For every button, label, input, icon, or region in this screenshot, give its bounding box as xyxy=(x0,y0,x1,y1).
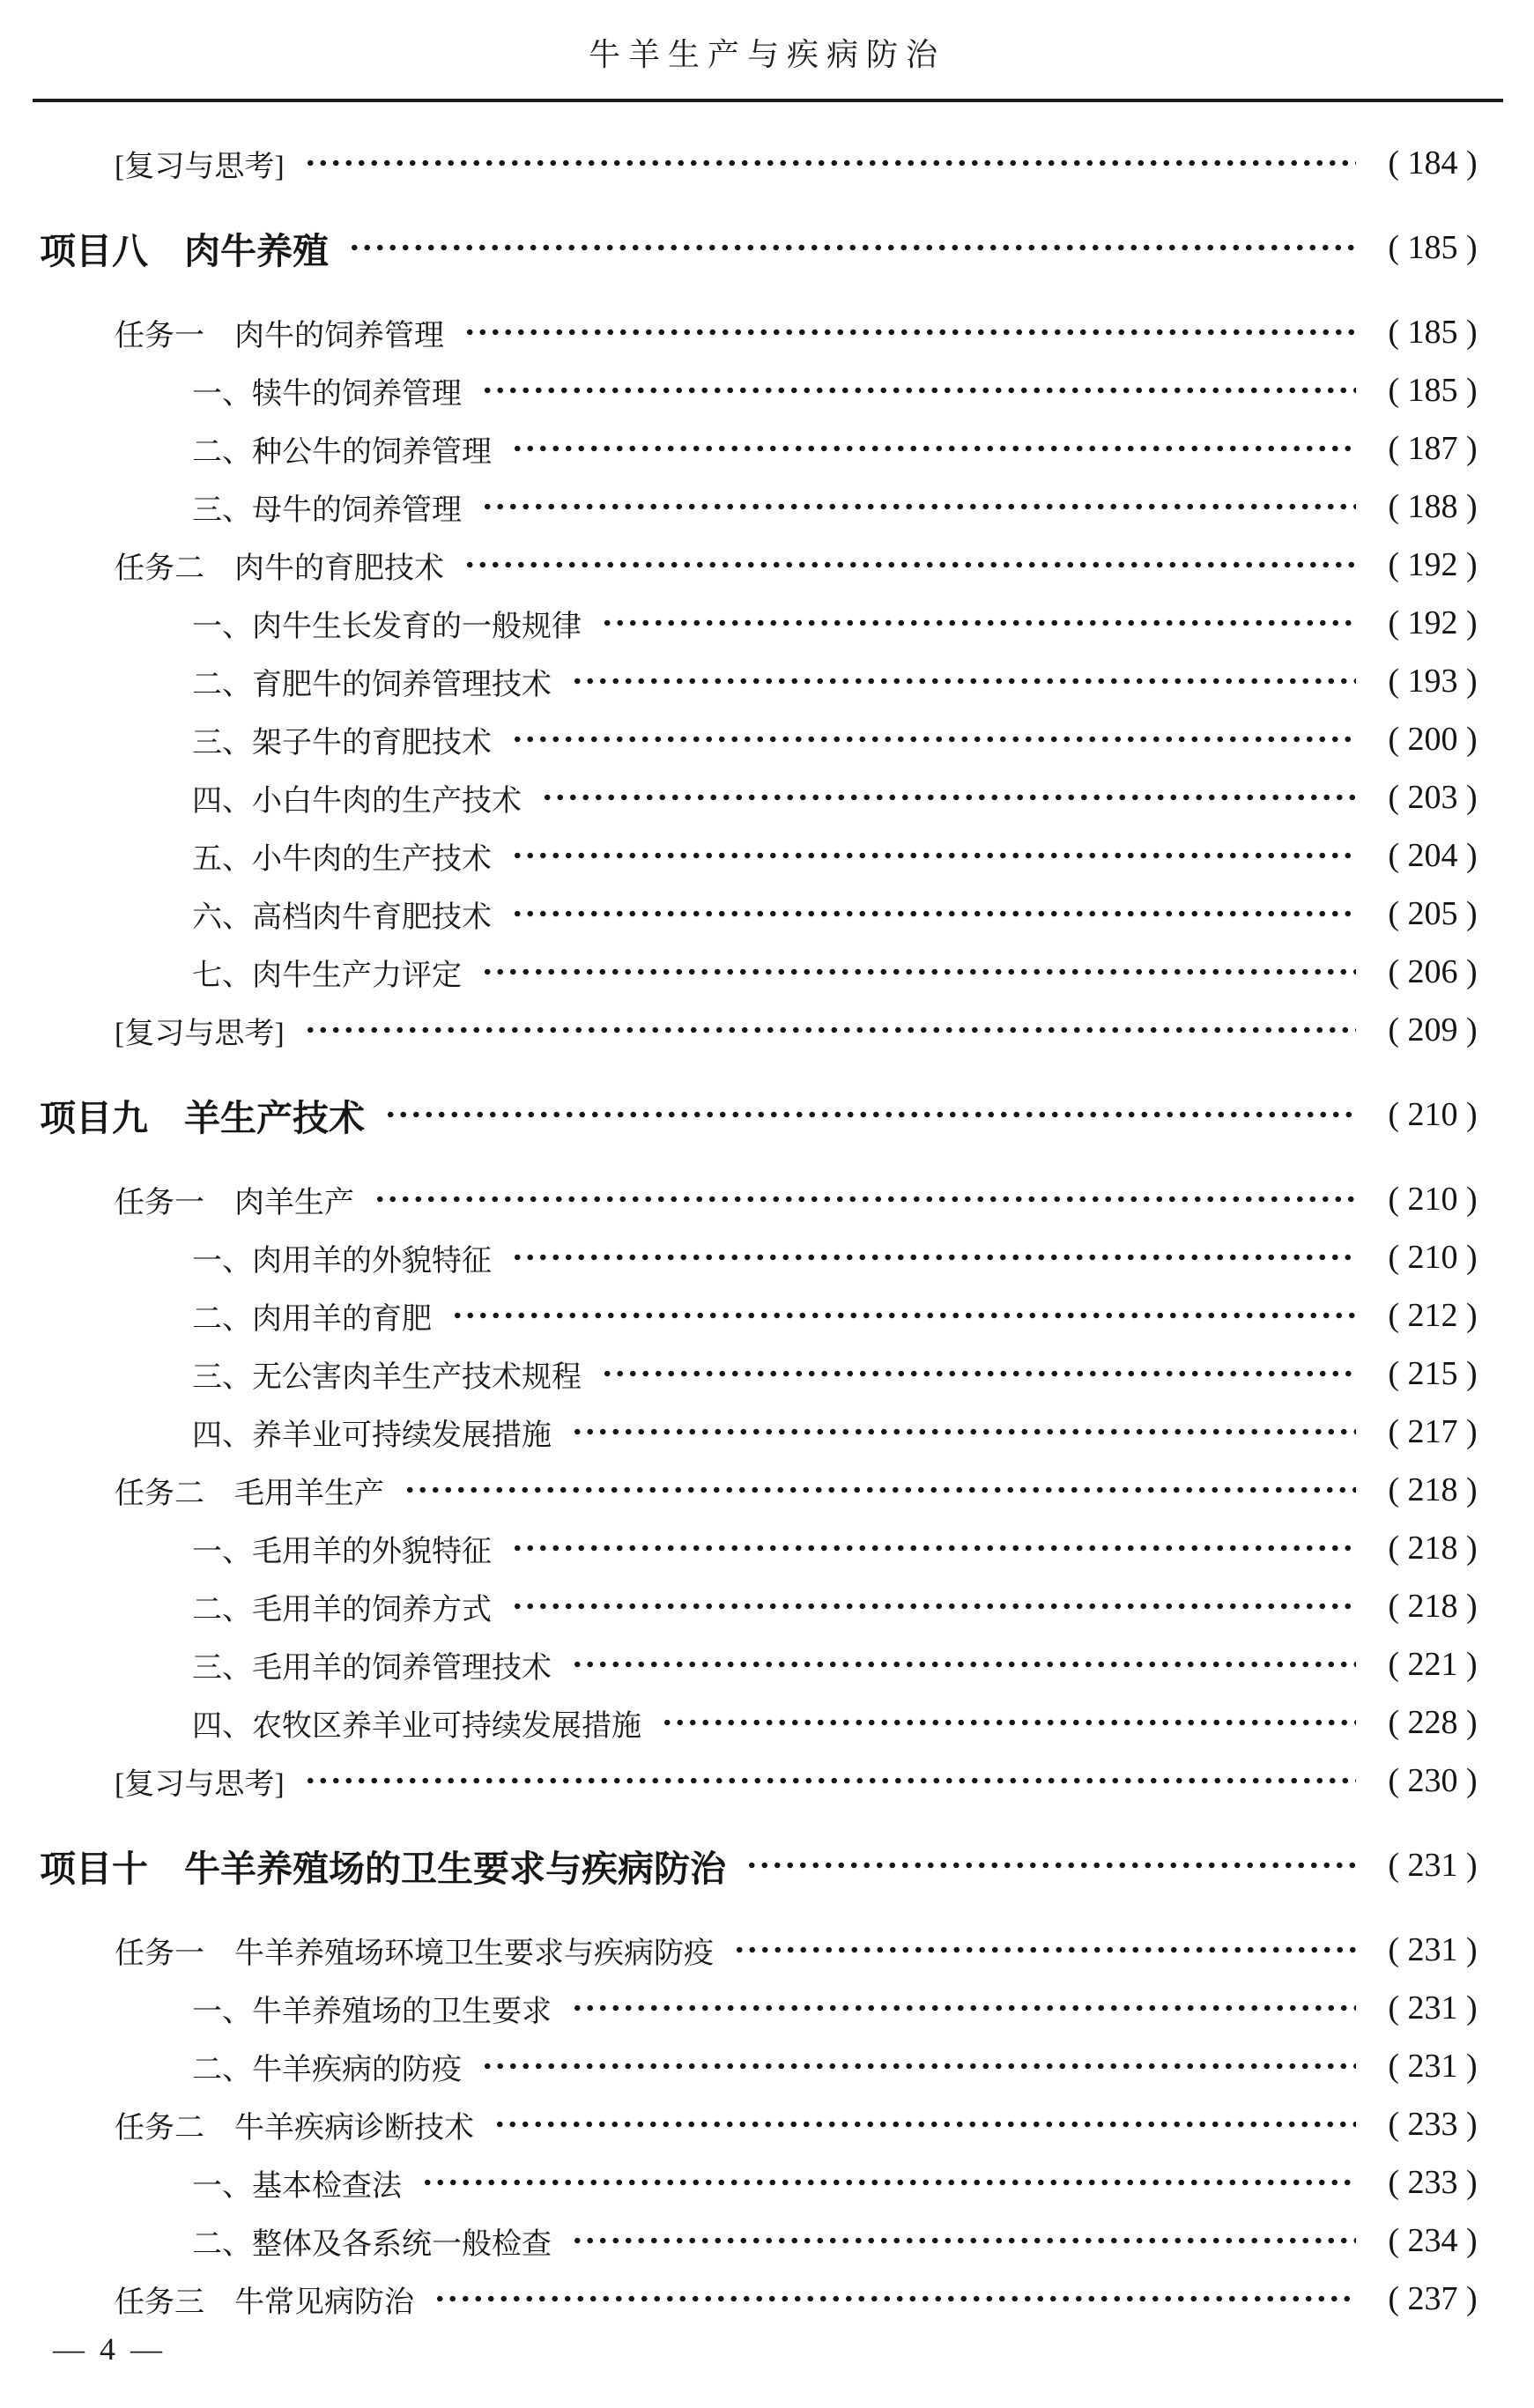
toc-entry-task xyxy=(40,1921,1499,1979)
toc-list xyxy=(40,134,1499,2328)
toc-entry-page: ( 218 ) xyxy=(1367,1471,1499,1509)
toc-entry-review xyxy=(40,1752,1499,1810)
toc-entry-page: ( 231 ) xyxy=(1367,1930,1499,1969)
toc-entry-page: ( 233 ) xyxy=(1367,2105,1499,2144)
toc-entry-page: ( 188 ) xyxy=(1367,487,1499,526)
dot-leader xyxy=(421,2153,1356,2212)
dot-leader xyxy=(493,2095,1356,2153)
toc-entry-label: 一、犊牛的饲养管理 xyxy=(192,377,462,411)
toc-entry-label: 二、种公牛的饲养管理 xyxy=(192,435,492,469)
dot-leader xyxy=(571,1979,1356,2037)
toc-entry-label: 二、育肥牛的饲养管理技术 xyxy=(192,668,552,701)
dot-leader xyxy=(374,1170,1356,1228)
toc-entry-label: [复习与思考] xyxy=(115,150,285,183)
toc-entry-page: ( 221 ) xyxy=(1367,1645,1499,1684)
dot-leader xyxy=(481,943,1356,1001)
dot-leader xyxy=(511,710,1356,768)
toc-entry-page: ( 206 ) xyxy=(1367,952,1499,991)
toc-entry-task xyxy=(40,2095,1499,2153)
dot-leader xyxy=(571,1403,1356,1461)
toc-entry-page: ( 237 ) xyxy=(1367,2279,1499,2318)
toc-entry-page: ( 205 ) xyxy=(1367,894,1499,933)
toc-entry-task xyxy=(40,536,1499,594)
toc-entry-sub xyxy=(40,594,1499,652)
toc-entry-page: ( 210 ) xyxy=(1367,1095,1499,1134)
toc-entry-label: 项目九 羊生产技术 xyxy=(40,1097,365,1138)
dot-leader xyxy=(571,2212,1356,2270)
toc-entry-label: 项目十 牛羊养殖场的卫生要求与疾病防治 xyxy=(40,1848,726,1889)
toc-entry-label: 二、整体及各系统一般检查 xyxy=(192,2227,552,2261)
toc-entry-page: ( 230 ) xyxy=(1367,1761,1499,1800)
toc-entry-sub xyxy=(40,1979,1499,2037)
toc-entry-review xyxy=(40,134,1499,192)
toc-entry-page: ( 231 ) xyxy=(1367,1989,1499,2027)
toc-entry-sub xyxy=(40,652,1499,710)
toc-entry-label: 三、母牛的饲养管理 xyxy=(192,493,462,527)
toc-entry-page: ( 185 ) xyxy=(1367,228,1499,267)
dot-leader xyxy=(511,1228,1356,1286)
toc-entry-label: 任务二 牛羊疾病诊断技术 xyxy=(115,2111,474,2145)
dot-leader xyxy=(434,2270,1356,2328)
toc-entry-task xyxy=(40,2270,1499,2328)
dot-leader xyxy=(601,1345,1356,1403)
toc-entry-label: 一、肉牛生长发育的一般规律 xyxy=(192,610,582,643)
toc-entry-label: 任务一 肉牛的饲养管理 xyxy=(115,319,444,352)
toc-entry-label: 六、高档肉牛育肥技术 xyxy=(192,900,492,934)
toc-entry-label: 二、毛用羊的饲养方式 xyxy=(192,1593,492,1626)
toc-entry-page: ( 217 ) xyxy=(1367,1412,1499,1451)
toc-entry-page: ( 233 ) xyxy=(1367,2163,1499,2202)
footer-page-number: — 4 — xyxy=(53,2331,166,2367)
dot-leader xyxy=(511,885,1356,943)
toc-entry-sub xyxy=(40,1519,1499,1577)
dot-leader xyxy=(601,594,1356,652)
header-rule xyxy=(33,99,1503,102)
toc-entry-project xyxy=(40,1085,1499,1144)
toc-entry-sub xyxy=(40,1577,1499,1635)
toc-entry-sub xyxy=(40,1635,1499,1693)
toc-entry-sub xyxy=(40,2037,1499,2095)
toc-entry-page: ( 218 ) xyxy=(1367,1529,1499,1567)
dot-leader xyxy=(348,219,1356,277)
dot-leader xyxy=(481,2037,1356,2095)
toc-entry-sub xyxy=(40,361,1499,419)
dot-leader xyxy=(571,1635,1356,1693)
book-title: 牛羊生产与疾病防治 xyxy=(588,37,945,72)
toc-entry-page: ( 185 ) xyxy=(1367,313,1499,352)
toc-entry-page: ( 203 ) xyxy=(1367,778,1499,817)
toc-entry-label: 四、养羊业可持续发展措施 xyxy=(192,1419,552,1452)
toc-entry-label: 四、小白牛肉的生产技术 xyxy=(192,784,522,818)
dot-leader xyxy=(745,1836,1356,1894)
toc-entry-label: 任务一 牛羊养殖场环境卫生要求与疾病防疫 xyxy=(115,1937,714,1970)
dot-leader xyxy=(511,419,1356,478)
toc-entry-label: [复习与思考] xyxy=(115,1017,285,1050)
toc-entry-label: 任务一 肉羊生产 xyxy=(115,1186,354,1219)
toc-entry-label: 二、肉用羊的育肥 xyxy=(192,1302,432,1336)
toc-entry-task xyxy=(40,1461,1499,1519)
dot-leader xyxy=(541,768,1356,826)
toc-entry-sub xyxy=(40,768,1499,826)
dot-leader xyxy=(511,1577,1356,1635)
toc-entry-sub xyxy=(40,2212,1499,2270)
toc-entry-sub xyxy=(40,1403,1499,1461)
dot-leader xyxy=(511,1519,1356,1577)
toc-entry-label: 一、肉用羊的外貌特征 xyxy=(192,1244,492,1278)
dot-leader xyxy=(511,826,1356,885)
toc-entry-sub xyxy=(40,478,1499,536)
toc-entry-label: 三、架子牛的育肥技术 xyxy=(192,726,492,759)
toc-entry-label: 项目八 肉牛养殖 xyxy=(40,230,329,271)
toc-entry-sub xyxy=(40,1228,1499,1286)
toc-entry-sub xyxy=(40,1345,1499,1403)
toc-entry-sub xyxy=(40,1286,1499,1345)
toc-entry-sub xyxy=(40,826,1499,885)
toc-entry-label: 七、肉牛生产力评定 xyxy=(192,959,462,992)
toc-entry-sub xyxy=(40,1693,1499,1752)
toc-entry-label: 五、小牛肉的生产技术 xyxy=(192,842,492,876)
dot-leader xyxy=(481,361,1356,419)
toc-entry-label: 一、毛用羊的外貌特征 xyxy=(192,1535,492,1568)
dot-leader xyxy=(571,652,1356,710)
toc-entry-task xyxy=(40,1170,1499,1228)
toc-entry-page: ( 184 ) xyxy=(1367,144,1499,182)
toc-entry-page: ( 234 ) xyxy=(1367,2221,1499,2260)
toc-entry-page: ( 193 ) xyxy=(1367,662,1499,700)
toc-entry-page: ( 209 ) xyxy=(1367,1011,1499,1049)
toc-entry-label: 二、牛羊疾病的防疫 xyxy=(192,2053,462,2086)
dot-leader xyxy=(661,1693,1356,1752)
toc-entry-page: ( 187 ) xyxy=(1367,429,1499,468)
dot-leader xyxy=(304,134,1356,192)
toc-entry-page: ( 231 ) xyxy=(1367,1846,1499,1885)
toc-entry-page: ( 204 ) xyxy=(1367,836,1499,875)
toc-entry-sub xyxy=(40,419,1499,478)
toc-entry-task xyxy=(40,303,1499,361)
toc-entry-page: ( 228 ) xyxy=(1367,1703,1499,1742)
dot-leader xyxy=(304,1001,1356,1059)
toc-entry-label: 一、牛羊养殖场的卫生要求 xyxy=(192,1995,552,2028)
toc-entry-sub xyxy=(40,943,1499,1001)
toc-entry-label: 三、无公害肉羊生产技术规程 xyxy=(192,1360,582,1394)
toc-entry-review xyxy=(40,1001,1499,1059)
toc-entry-page: ( 231 ) xyxy=(1367,2047,1499,2086)
toc-entry-label: [复习与思考] xyxy=(115,1767,285,1801)
toc-entry-page: ( 212 ) xyxy=(1367,1296,1499,1335)
dot-leader xyxy=(451,1286,1356,1345)
toc-entry-page: ( 200 ) xyxy=(1367,720,1499,759)
toc-entry-page: ( 192 ) xyxy=(1367,604,1499,642)
toc-entry-label: 四、农牧区养羊业可持续发展措施 xyxy=(192,1709,641,1743)
toc-entry-label: 任务二 毛用羊生产 xyxy=(115,1477,384,1510)
toc-entry-page: ( 215 ) xyxy=(1367,1354,1499,1393)
toc-entry-label: 三、毛用羊的饲养管理技术 xyxy=(192,1651,552,1685)
toc-entry-page: ( 185 ) xyxy=(1367,371,1499,410)
toc-entry-sub xyxy=(40,710,1499,768)
toc-entry-label: 任务三 牛常见病防治 xyxy=(115,2286,414,2319)
toc-entry-page: ( 210 ) xyxy=(1367,1238,1499,1277)
toc-entry-project xyxy=(40,219,1499,277)
toc-entry-project xyxy=(40,1836,1499,1894)
dot-leader xyxy=(404,1461,1356,1519)
toc-entry-sub xyxy=(40,885,1499,943)
dot-leader xyxy=(463,536,1356,594)
toc-entry-label: 一、基本检查法 xyxy=(192,2169,402,2203)
toc-entry-sub xyxy=(40,2153,1499,2212)
toc-entry-page: ( 218 ) xyxy=(1367,1587,1499,1626)
toc-entry-page: ( 192 ) xyxy=(1367,545,1499,584)
toc-entry-label: 任务二 肉牛的育肥技术 xyxy=(115,552,444,585)
dot-leader xyxy=(463,303,1356,361)
dot-leader xyxy=(384,1085,1356,1144)
dot-leader xyxy=(304,1752,1356,1810)
dot-leader xyxy=(733,1921,1356,1979)
toc-entry-page: ( 210 ) xyxy=(1367,1180,1499,1219)
dot-leader xyxy=(481,478,1356,536)
